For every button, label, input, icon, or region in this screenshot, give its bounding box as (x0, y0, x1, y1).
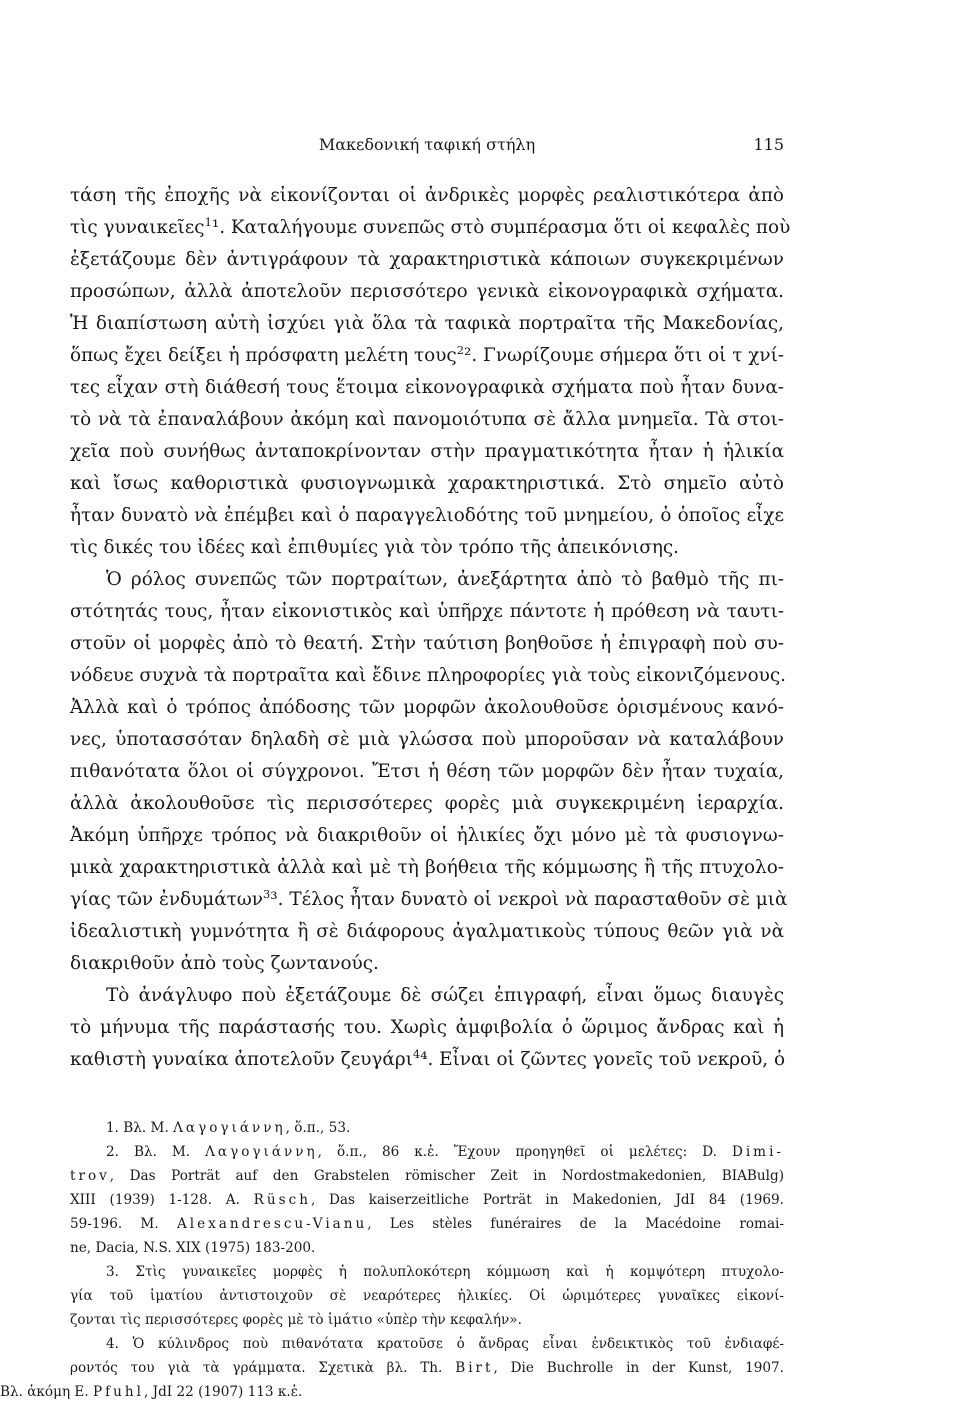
text-line: τὸ νὰ τὰ ἐπαναλάβουν ἀκόμη καὶ πανομοιότυπα σὲ ἄλλα μνημεῖα. Τὰ στοι- (70, 409, 784, 430)
running-head (70, 132, 784, 158)
footnote-ref: 1 (204, 214, 212, 229)
text-line: καθιστὴ γυναίκα ἀποτελοῦν ζευγάρι$^4$⁴. Εἶναι οἱ ζῶντες γονεῖς τοῦ νεκροῦ, ὁ (70, 1046, 786, 1070)
text-line: τάση τῆς ἐποχῆς νὰ εἰκονίζονται οἱ ἀνδρικὲς μορφὲς ρεαλιστικότερα ἀπὸ (70, 185, 784, 206)
footnote-ref: 2 (456, 342, 464, 357)
footnote-2-line: ne, Dacia, N.S. XIX (1975) 183-200. (70, 1240, 316, 1256)
footnote-2-line: XIII (1939) 1-128. A. Rüsch, Das kaiserzeitliche Porträt in Makedonien, JdI 84 (1969. (70, 1192, 784, 1208)
footnote-2: 2. Βλ. Μ. Λαγογιάννη, ὅ.π., 86 κ.ἑ. Ἔχουν προηγηθεῖ οἱ μελέτες: D. Dimi- (106, 1144, 784, 1160)
text-line: ἐξετάζουμε δὲν ἀντιγράφουν τὰ χαρακτηριστικὰ κάποιων συγκεκριμένων (70, 249, 784, 270)
text-line: τὶς γυναικεῖες$^1$¹. Καταλήγουμε συνεπῶς στὸ συμπέρασμα ὅτι οἱ κεφαλὲς ποὺ (70, 214, 791, 238)
text-line: τὸ μήνυμα τῆς παράστασής του. Χωρὶς ἀμφιβολία ὁ ὥριμος ἄνδρας καὶ ἡ (70, 1017, 784, 1038)
text-line: Ἡ διαπίστωση αὐτὴ ἰσχύει γιὰ ὅλα τὰ ταφικὰ πορτραῖτα τῆς Μακεδονίας, (70, 313, 784, 334)
footnote-2-line: trov, Das Porträt auf den Grabstelen römischer Zeit in Nordostmakedonien, BIABulg) (70, 1168, 784, 1184)
text-line: Ἀλλὰ καὶ ὁ τρόπος ἀπόδοσης τῶν μορφῶν ἀκολουθοῦσε ὁρισμένους κανό- (70, 697, 784, 718)
text-line: ἰδεαλιστικὴ γυμνότητα ἢ σὲ διάφορους ἀγαλματικοὺς τύπους θεῶν γιὰ νὰ (70, 921, 784, 942)
footnote-4: 4. Ὁ κύλινδρος ποὺ πιθανότατα κρατοῦσε ὁ ἄνδρας εἶναι ἐνδεικτικὸς τοῦ ἐνδιαφέ- (106, 1336, 784, 1352)
footnote-3-line: ζονται τὶς περισσότερες φορὲς μὲ τὸ ἱμάτιο «ὑπὲρ τὴν κεφαλήν». (70, 1312, 522, 1328)
text-line: τὶς δικές του ἰδέες καὶ ἐπιθυμίες γιὰ τὸν τρόπο τῆς ἀπεικόνισης. (70, 537, 680, 558)
text-line: Τὸ ἀνάγλυφο ποὺ ἐξετάζουμε δὲ σώζει ἐπιγραφή, εἶναι ὅμως διαυγὲς (106, 985, 784, 1006)
footnote-4-line: Βλ. ἀκόμη E. Pfuhl, JdI 22 (1907) 113 κ.ἑ. (0, 1384, 303, 1400)
text-line: διακριθοῦν ἀπὸ τοὺς ζωντανούς. (70, 953, 379, 974)
footnote-ref: 4 (412, 1046, 421, 1061)
text-line: τες εἶχαν στὴ διάθεσή τους ἕτοιμα εἰκονογραφικὰ σχήματα ποὺ ἦταν δυνα- (70, 377, 784, 398)
text-line: πιθανότατα ὅλοι οἱ σύγχρονοι. Ἔτσι ἡ θέση τῶν μορφῶν δὲν ἦταν τυχαία, (70, 761, 784, 782)
footnote-2-line: 59-196. M. Alexandrescu-Vianu, Les stèles funéraires de la Macédoine romai- (70, 1216, 784, 1232)
footnote-3: 3. Στὶς γυναικεῖες μορφὲς ἡ πολυπλοκότερη κόμμωση καὶ ἡ κομψότερη πτυχολο- (106, 1264, 784, 1280)
text-line: ὅπως ἔχει δείξει ἡ πρόσφατη μελέτη τους$^2$². Γνωρίζουμε σήμερα ὅτι οἱ τ χνί- (70, 342, 784, 366)
footnote-ref: 3 (263, 886, 271, 901)
text-line: νες, ὑποτασσόταν δηλαδὴ σὲ μιὰ γλώσσα ποὺ μποροῦσαν νὰ καταλάβουν (70, 729, 784, 750)
text-line: στοῦν οἱ μορφὲς ἀπὸ τὸ θεατή. Στὴν ταύτιση βοηθοῦσε ἡ ἐπιγραφὴ ποὺ συ- (70, 633, 784, 654)
text-line: χεῖα ποὺ συνήθως ἀνταποκρίνονταν στὴν πραγματικότητα ἦταν ἡ ἡλικία (70, 441, 784, 462)
page-number: 115 (753, 135, 784, 154)
text-line: καὶ ἴσως καθοριστικὰ φυσιογνωμικὰ χαρακτηριστικά. Στὸ σημεῖο αὐτὸ (70, 473, 784, 494)
footnote-4-line: ροντός του γιὰ τὰ γράμματα. Σχετικὰ βλ. Th. Birt, Die Buchrolle in der Kunst, 1907. (70, 1360, 785, 1376)
text-line: Ἀκόμη ὑπῆρχε τρόπος νὰ διακριθοῦν οἱ ἡλικίες ὄχι μόνο μὲ τὰ φυσιογνω- (70, 825, 784, 846)
text-line: μικὰ χαρακτηριστικὰ ἀλλὰ καὶ μὲ τὴ βοήθεια τῆς κόμμωσης ἢ τῆς πτυχολο- (70, 857, 784, 878)
text-line: γίας τῶν ἐνδυμάτων$^3$³. Τέλος ἦταν δυνατὸ οἱ νεκροὶ νὰ παρασταθοῦν σὲ μιὰ (70, 886, 788, 910)
text-line: Ὁ ρόλος συνεπῶς τῶν πορτραίτων, ἀνεξάρτητα ἀπὸ τὸ βαθμὸ τῆς πι- (106, 569, 784, 590)
text-line: νόδευε συχνὰ τὰ πορτραῖτα καὶ ἔδινε πληροφορίες γιὰ τοὺς εἰκονιζόμενους. (70, 665, 786, 686)
text-line: ἀλλὰ ἀκολουθοῦσε τὶς περισσότερες φορὲς μιὰ συγκεκριμένη ἱεραρχία. (70, 793, 784, 814)
footnote-1: 1. Βλ. Μ. Λαγογιάννη, ὅ.π., 53. (106, 1120, 351, 1136)
footnote-3-line: γία τοῦ ἱματίου ἀντιστοιχοῦν σὲ νεαρότερες ἡλικίες. Οἱ ὡριμότερες γυναῖκες εἰκονί- (70, 1288, 784, 1304)
running-title: Μακεδονική ταφική στήλη (318, 135, 536, 154)
text-line: στότητάς τους, ἦταν εἰκονιστικὸς καὶ ὑπῆρχε πάντοτε ἡ πρόθεση νὰ ταυτι- (70, 601, 784, 622)
text-line: προσώπων, ἀλλὰ ἀποτελοῦν περισσότερο γενικὰ εἰκονογραφικὰ σχήματα. (70, 281, 784, 302)
text-line: ἦταν δυνατὸ νὰ ἐπέμβει καὶ ὁ παραγγελιοδότης τοῦ μνημείου, ὁ ὁποῖος εἶχε (70, 505, 784, 526)
